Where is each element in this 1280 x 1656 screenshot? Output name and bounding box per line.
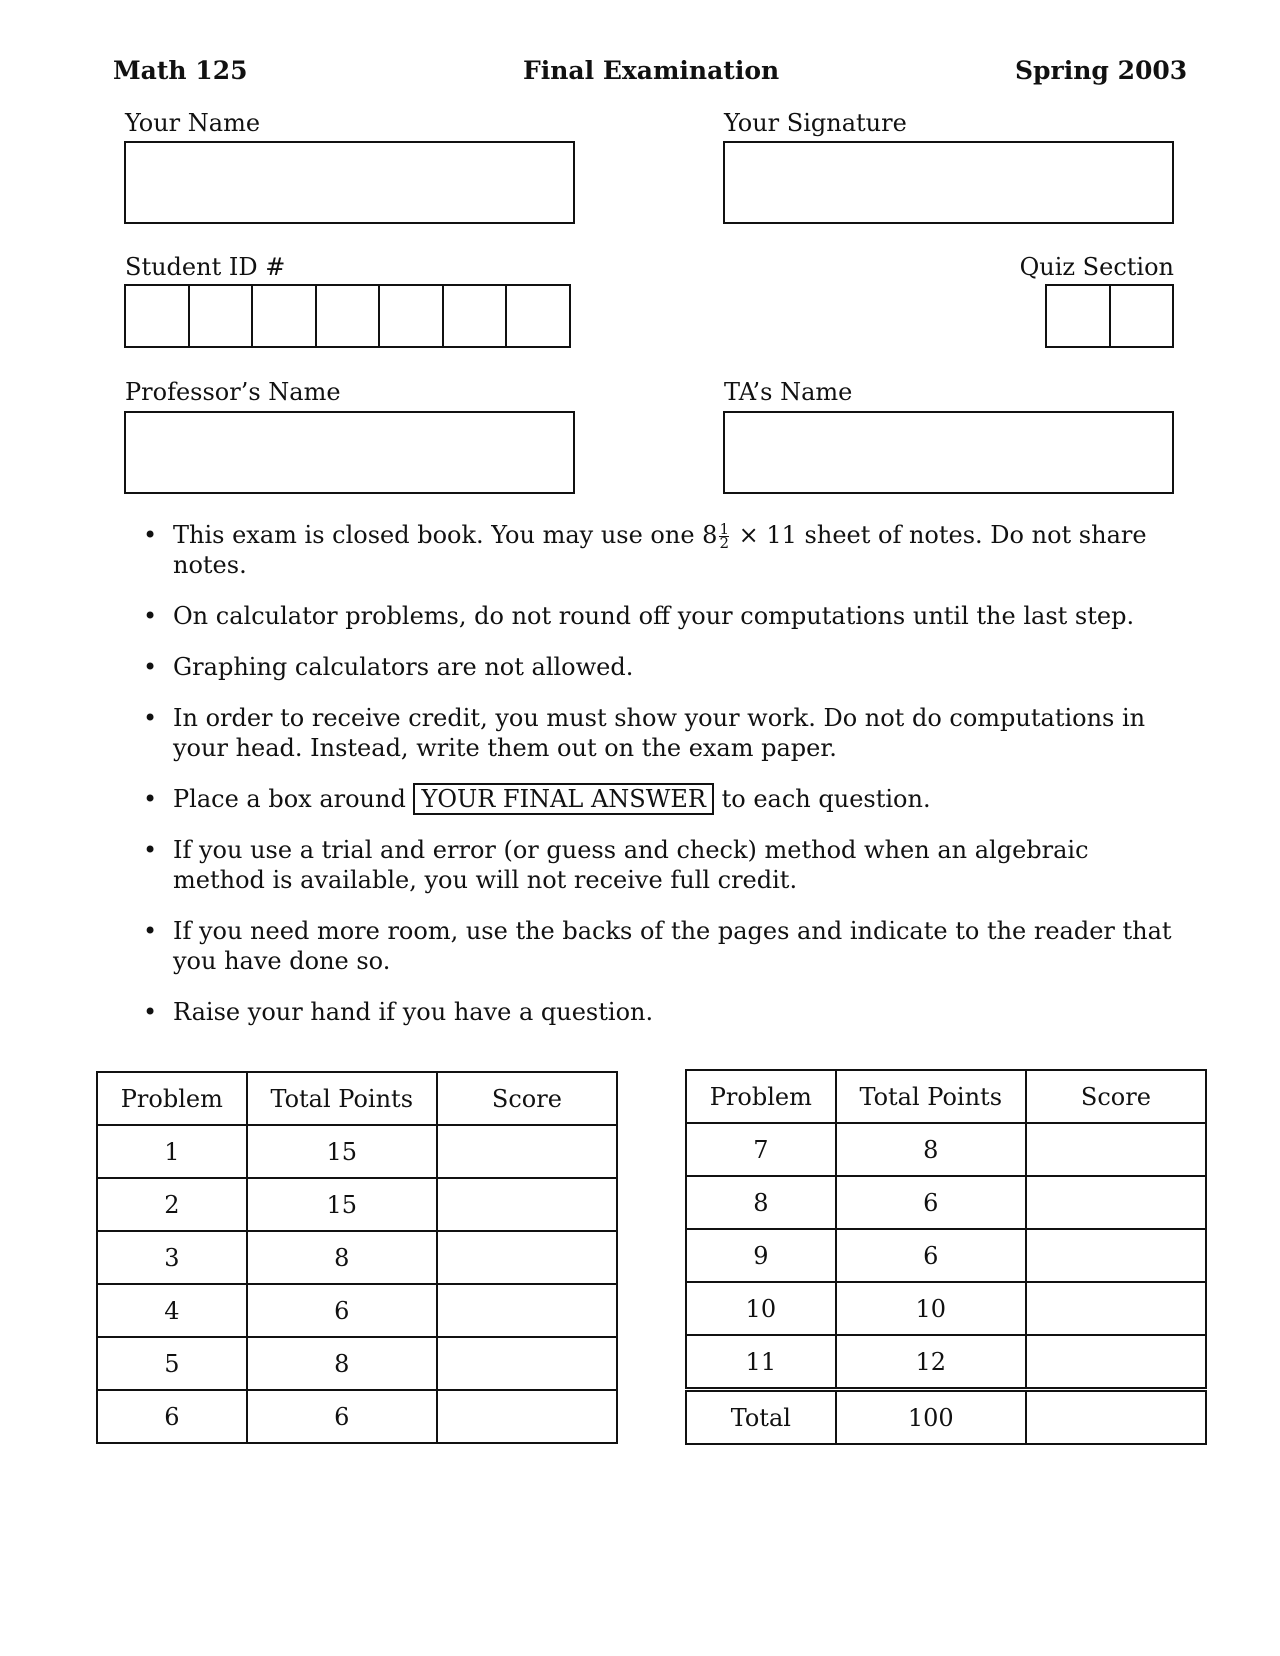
score-table-left	[96, 1071, 618, 1444]
header-total-points: Total Points	[247, 1072, 437, 1125]
problem-number: 1	[97, 1125, 247, 1178]
total-points: 8	[247, 1231, 437, 1284]
instruction-notes	[143, 520, 1173, 580]
instruction-show-work: • In order to receive credit, you must show your work. Do not do computations in your head. Instead, write them out on the exam paper.	[143, 703, 1173, 763]
professor-label: Professor’s Name	[125, 378, 341, 406]
header-total-points: Total Points	[836, 1070, 1026, 1123]
problem-number: 8	[686, 1176, 836, 1229]
exam-title: Final Examination	[523, 56, 780, 85]
ta-label: TA’s Name	[724, 378, 853, 406]
total-row	[686, 1390, 1206, 1445]
score-table-right	[685, 1069, 1207, 1445]
problem-number: 3	[97, 1231, 247, 1284]
score-cell[interactable]	[1026, 1282, 1206, 1335]
quiz-section-char-1[interactable]	[1047, 286, 1111, 346]
problem-number: 6	[97, 1390, 247, 1443]
total-points: 6	[836, 1229, 1026, 1282]
score-cell[interactable]	[437, 1178, 617, 1231]
total-points: 15	[247, 1178, 437, 1231]
course-name: Math 125	[113, 56, 248, 85]
table-row	[97, 1231, 617, 1284]
total-points: 6	[247, 1390, 437, 1443]
table-row	[97, 1284, 617, 1337]
instruction-box-text-a: Place a box around	[173, 785, 406, 813]
problem-number: 4	[97, 1284, 247, 1337]
professor-field[interactable]	[124, 411, 575, 494]
fraction-denominator: 2	[719, 534, 729, 552]
table-row	[97, 1390, 617, 1443]
name-field[interactable]	[124, 141, 575, 224]
student-id-digit-2[interactable]	[190, 286, 254, 346]
score-cell[interactable]	[437, 1390, 617, 1443]
header-problem: Problem	[686, 1070, 836, 1123]
table-row	[97, 1125, 617, 1178]
final-answer-box: YOUR FINAL ANSWER	[413, 783, 714, 815]
score-cell[interactable]	[437, 1337, 617, 1390]
quiz-section-char-2[interactable]	[1111, 286, 1173, 346]
instruction-rounding: • On calculator problems, do not round off your computations until the last step.	[143, 601, 1173, 631]
student-id-digit-6[interactable]	[444, 286, 508, 346]
student-id-digit-7[interactable]	[507, 286, 569, 346]
problem-number: 9	[686, 1229, 836, 1282]
total-points: 15	[247, 1125, 437, 1178]
score-cell[interactable]	[437, 1231, 617, 1284]
signature-field[interactable]	[723, 141, 1174, 224]
quiz-section-boxes	[1045, 284, 1174, 348]
score-cell[interactable]	[1026, 1123, 1206, 1176]
table-header-row	[97, 1072, 617, 1125]
signature-label: Your Signature	[724, 109, 907, 137]
table-row	[686, 1282, 1206, 1335]
table-row	[97, 1178, 617, 1231]
total-points: 12	[836, 1335, 1026, 1390]
score-cell[interactable]	[437, 1284, 617, 1337]
instruction-box-text-b: to each question.	[721, 785, 931, 813]
ta-field[interactable]	[723, 411, 1174, 494]
header-problem: Problem	[97, 1072, 247, 1125]
total-score-cell[interactable]	[1026, 1390, 1206, 1445]
total-points: 6	[247, 1284, 437, 1337]
total-points: 10	[836, 1282, 1026, 1335]
quiz-section-label: Quiz Section	[1019, 253, 1174, 281]
problem-number: 10	[686, 1282, 836, 1335]
student-id-digit-3[interactable]	[253, 286, 317, 346]
score-cell[interactable]	[1026, 1335, 1206, 1390]
name-label: Your Name	[125, 109, 261, 137]
one-half-fraction	[719, 520, 729, 552]
instruction-more-room: • If you need more room, use the backs of the pages and indicate to the reader that you have done so.	[143, 916, 1173, 976]
instruction-box-answer	[143, 784, 1173, 814]
header-score: Score	[1026, 1070, 1206, 1123]
problem-number: 7	[686, 1123, 836, 1176]
score-cell[interactable]	[1026, 1229, 1206, 1282]
student-id-boxes	[124, 284, 571, 348]
total-points-sum: 100	[836, 1390, 1026, 1445]
student-id-label: Student ID #	[125, 253, 286, 281]
instructions-list	[143, 520, 1173, 1048]
exam-term: Spring 2003	[1015, 56, 1188, 85]
table-row	[97, 1337, 617, 1390]
student-id-digit-5[interactable]	[380, 286, 444, 346]
header-score: Score	[437, 1072, 617, 1125]
table-header-row	[686, 1070, 1206, 1123]
fraction-numerator: 1	[719, 520, 729, 538]
score-cell[interactable]	[1026, 1176, 1206, 1229]
instruction-notes-text-a: This exam is closed book. You may use one 8	[173, 521, 718, 549]
table-row	[686, 1335, 1206, 1390]
table-row	[686, 1123, 1206, 1176]
table-row	[686, 1229, 1206, 1282]
score-cell[interactable]	[437, 1125, 617, 1178]
problem-number: 11	[686, 1335, 836, 1390]
table-row	[686, 1176, 1206, 1229]
instruction-trial-error: • If you use a trial and error (or guess and check) method when an algebraic method is available, you will not receive full credit.	[143, 835, 1173, 895]
instruction-calculators: • Graphing calculators are not allowed.	[143, 652, 1173, 682]
problem-number: 5	[97, 1337, 247, 1390]
instruction-notes-text-b: × 11 sheet of notes. Do not share notes.	[173, 521, 1147, 579]
student-id-digit-1[interactable]	[126, 286, 190, 346]
total-points: 8	[247, 1337, 437, 1390]
total-points: 6	[836, 1176, 1026, 1229]
total-label: Total	[686, 1390, 836, 1445]
problem-number: 2	[97, 1178, 247, 1231]
instruction-raise-hand: • Raise your hand if you have a question.	[143, 997, 1173, 1027]
total-points: 8	[836, 1123, 1026, 1176]
student-id-digit-4[interactable]	[317, 286, 381, 346]
